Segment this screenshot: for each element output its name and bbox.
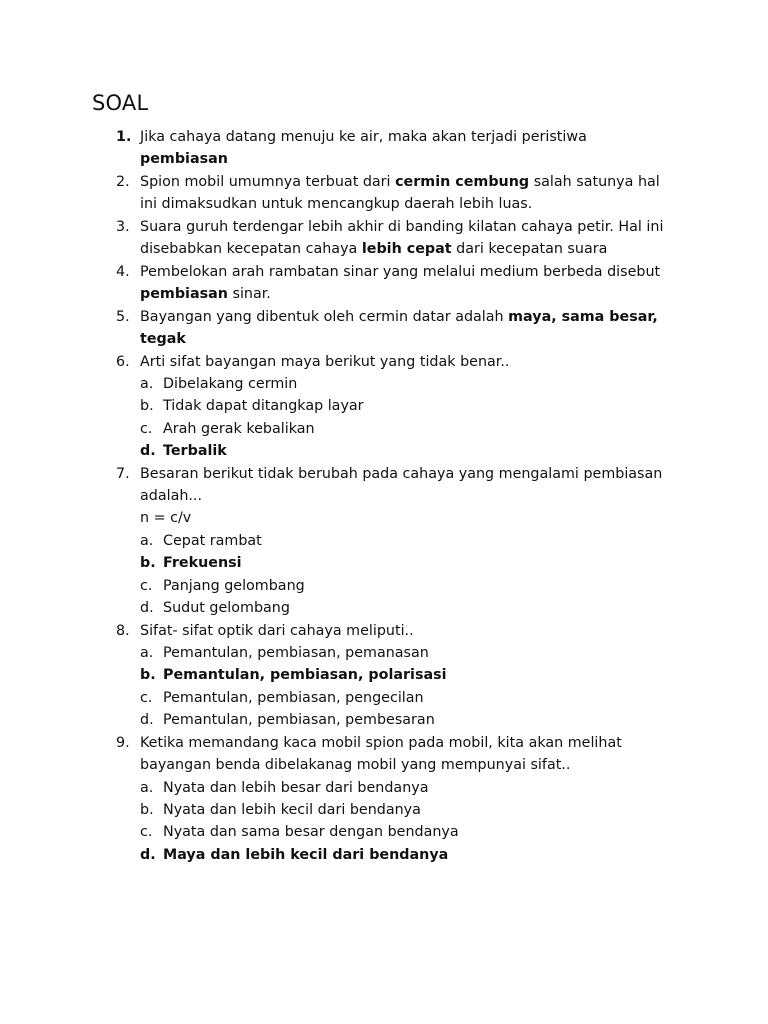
option-text: Pemantulan, pembiasan, pemanasan (163, 645, 429, 661)
question-number: 2. (116, 174, 130, 190)
question-text: ini dimaksudkan untuk mencangkup daerah lebih luas. (140, 196, 533, 212)
question-text (140, 238, 607, 260)
option-letter: d. (140, 443, 156, 459)
text-segment: disebabkan kecepatan cahaya (140, 241, 362, 257)
text-segment: salah satunya hal (529, 174, 660, 190)
page-title: SOAL (92, 91, 149, 115)
question-text (140, 306, 658, 328)
option-text: Sudut gelombang (163, 600, 290, 616)
question-text: Jika cahaya datang menuju ke air, maka akan terjadi peristiwa (140, 129, 587, 145)
answer-text: cermin cembung (395, 174, 530, 190)
option-letter: d. (140, 600, 154, 616)
question-text (140, 171, 660, 193)
question-number: 8. (116, 623, 130, 639)
option-letter: a. (140, 533, 154, 549)
option-text: Dibelakang cermin (163, 376, 298, 392)
option-letter: d. (140, 712, 154, 728)
question-number: 6. (116, 354, 130, 370)
text-segment: Bayangan yang dibentuk oleh cermin datar adalah (140, 309, 509, 325)
correct-option-text: Frekuensi (163, 555, 242, 571)
option-letter: d. (140, 847, 156, 863)
option-letter: c. (140, 421, 153, 437)
text-segment: sinar. (227, 286, 271, 302)
question-text: Ketika memandang kaca mobil spion pada mobil, kita akan melihat (140, 735, 622, 751)
answer-text: lebih cepat (361, 241, 452, 257)
option-text: Tidak dapat ditangkap layar (163, 398, 364, 414)
option-letter: c. (140, 690, 153, 706)
option-letter: a. (140, 376, 154, 392)
answer-text: pembiasan (140, 286, 228, 302)
formula-text: n = c/v (140, 510, 192, 526)
option-text: Pemantulan, pembiasan, pembesaran (163, 712, 435, 728)
text-segment: dari kecepatan suara (451, 241, 608, 257)
question-number: 3. (116, 219, 130, 235)
question-text: Besaran berikut tidak berubah pada cahaya yang mengalami pembiasan (140, 466, 663, 482)
option-letter: c. (140, 824, 153, 840)
option-text: Nyata dan lebih kecil dari bendanya (163, 802, 421, 818)
option-letter: c. (140, 578, 153, 594)
correct-option-text: Terbalik (163, 443, 227, 459)
question-text: Pembelokan arah rambatan sinar yang melalui medium berbeda disebut (140, 264, 661, 280)
question-text: bayangan benda dibelakanag mobil yang mempunyai sifat.. (140, 757, 571, 773)
option-letter: b. (140, 667, 156, 683)
question-text: adalah... (140, 488, 203, 504)
question-text (140, 283, 271, 305)
option-text: Pemantulan, pembiasan, pengecilan (163, 690, 424, 706)
correct-option-text: Maya dan lebih kecil dari bendanya (163, 847, 449, 863)
question-number: 9. (116, 735, 130, 751)
question-text: Suara guruh terdengar lebih akhir di banding kilatan cahaya petir. Hal ini (140, 219, 664, 235)
question-number: 5. (116, 309, 130, 325)
question-number: 7. (116, 466, 130, 482)
question-text: Sifat- sifat optik dari cahaya meliputi.. (140, 623, 414, 639)
option-letter: b. (140, 398, 154, 414)
question-number: 1. (116, 129, 132, 145)
option-text: Nyata dan sama besar dengan bendanya (163, 824, 459, 840)
option-text: Nyata dan lebih besar dari bendanya (163, 780, 429, 796)
option-letter: b. (140, 555, 156, 571)
question-number: 4. (116, 264, 130, 280)
option-letter: a. (140, 780, 154, 796)
correct-option-text: Pemantulan, pembiasan, polarisasi (163, 667, 447, 683)
question-text: Arti sifat bayangan maya berikut yang tidak benar.. (140, 354, 510, 370)
option-letter: b. (140, 802, 154, 818)
option-text: Arah gerak kebalikan (163, 421, 315, 437)
option-text: Cepat rambat (163, 533, 262, 549)
option-letter: a. (140, 645, 154, 661)
answer-text: maya, sama besar, (508, 309, 658, 325)
answer-text: tegak (140, 331, 186, 347)
option-text: Panjang gelombang (163, 578, 305, 594)
text-segment: Spion mobil umumnya terbuat dari (140, 174, 396, 190)
answer-text: pembiasan (140, 151, 228, 167)
